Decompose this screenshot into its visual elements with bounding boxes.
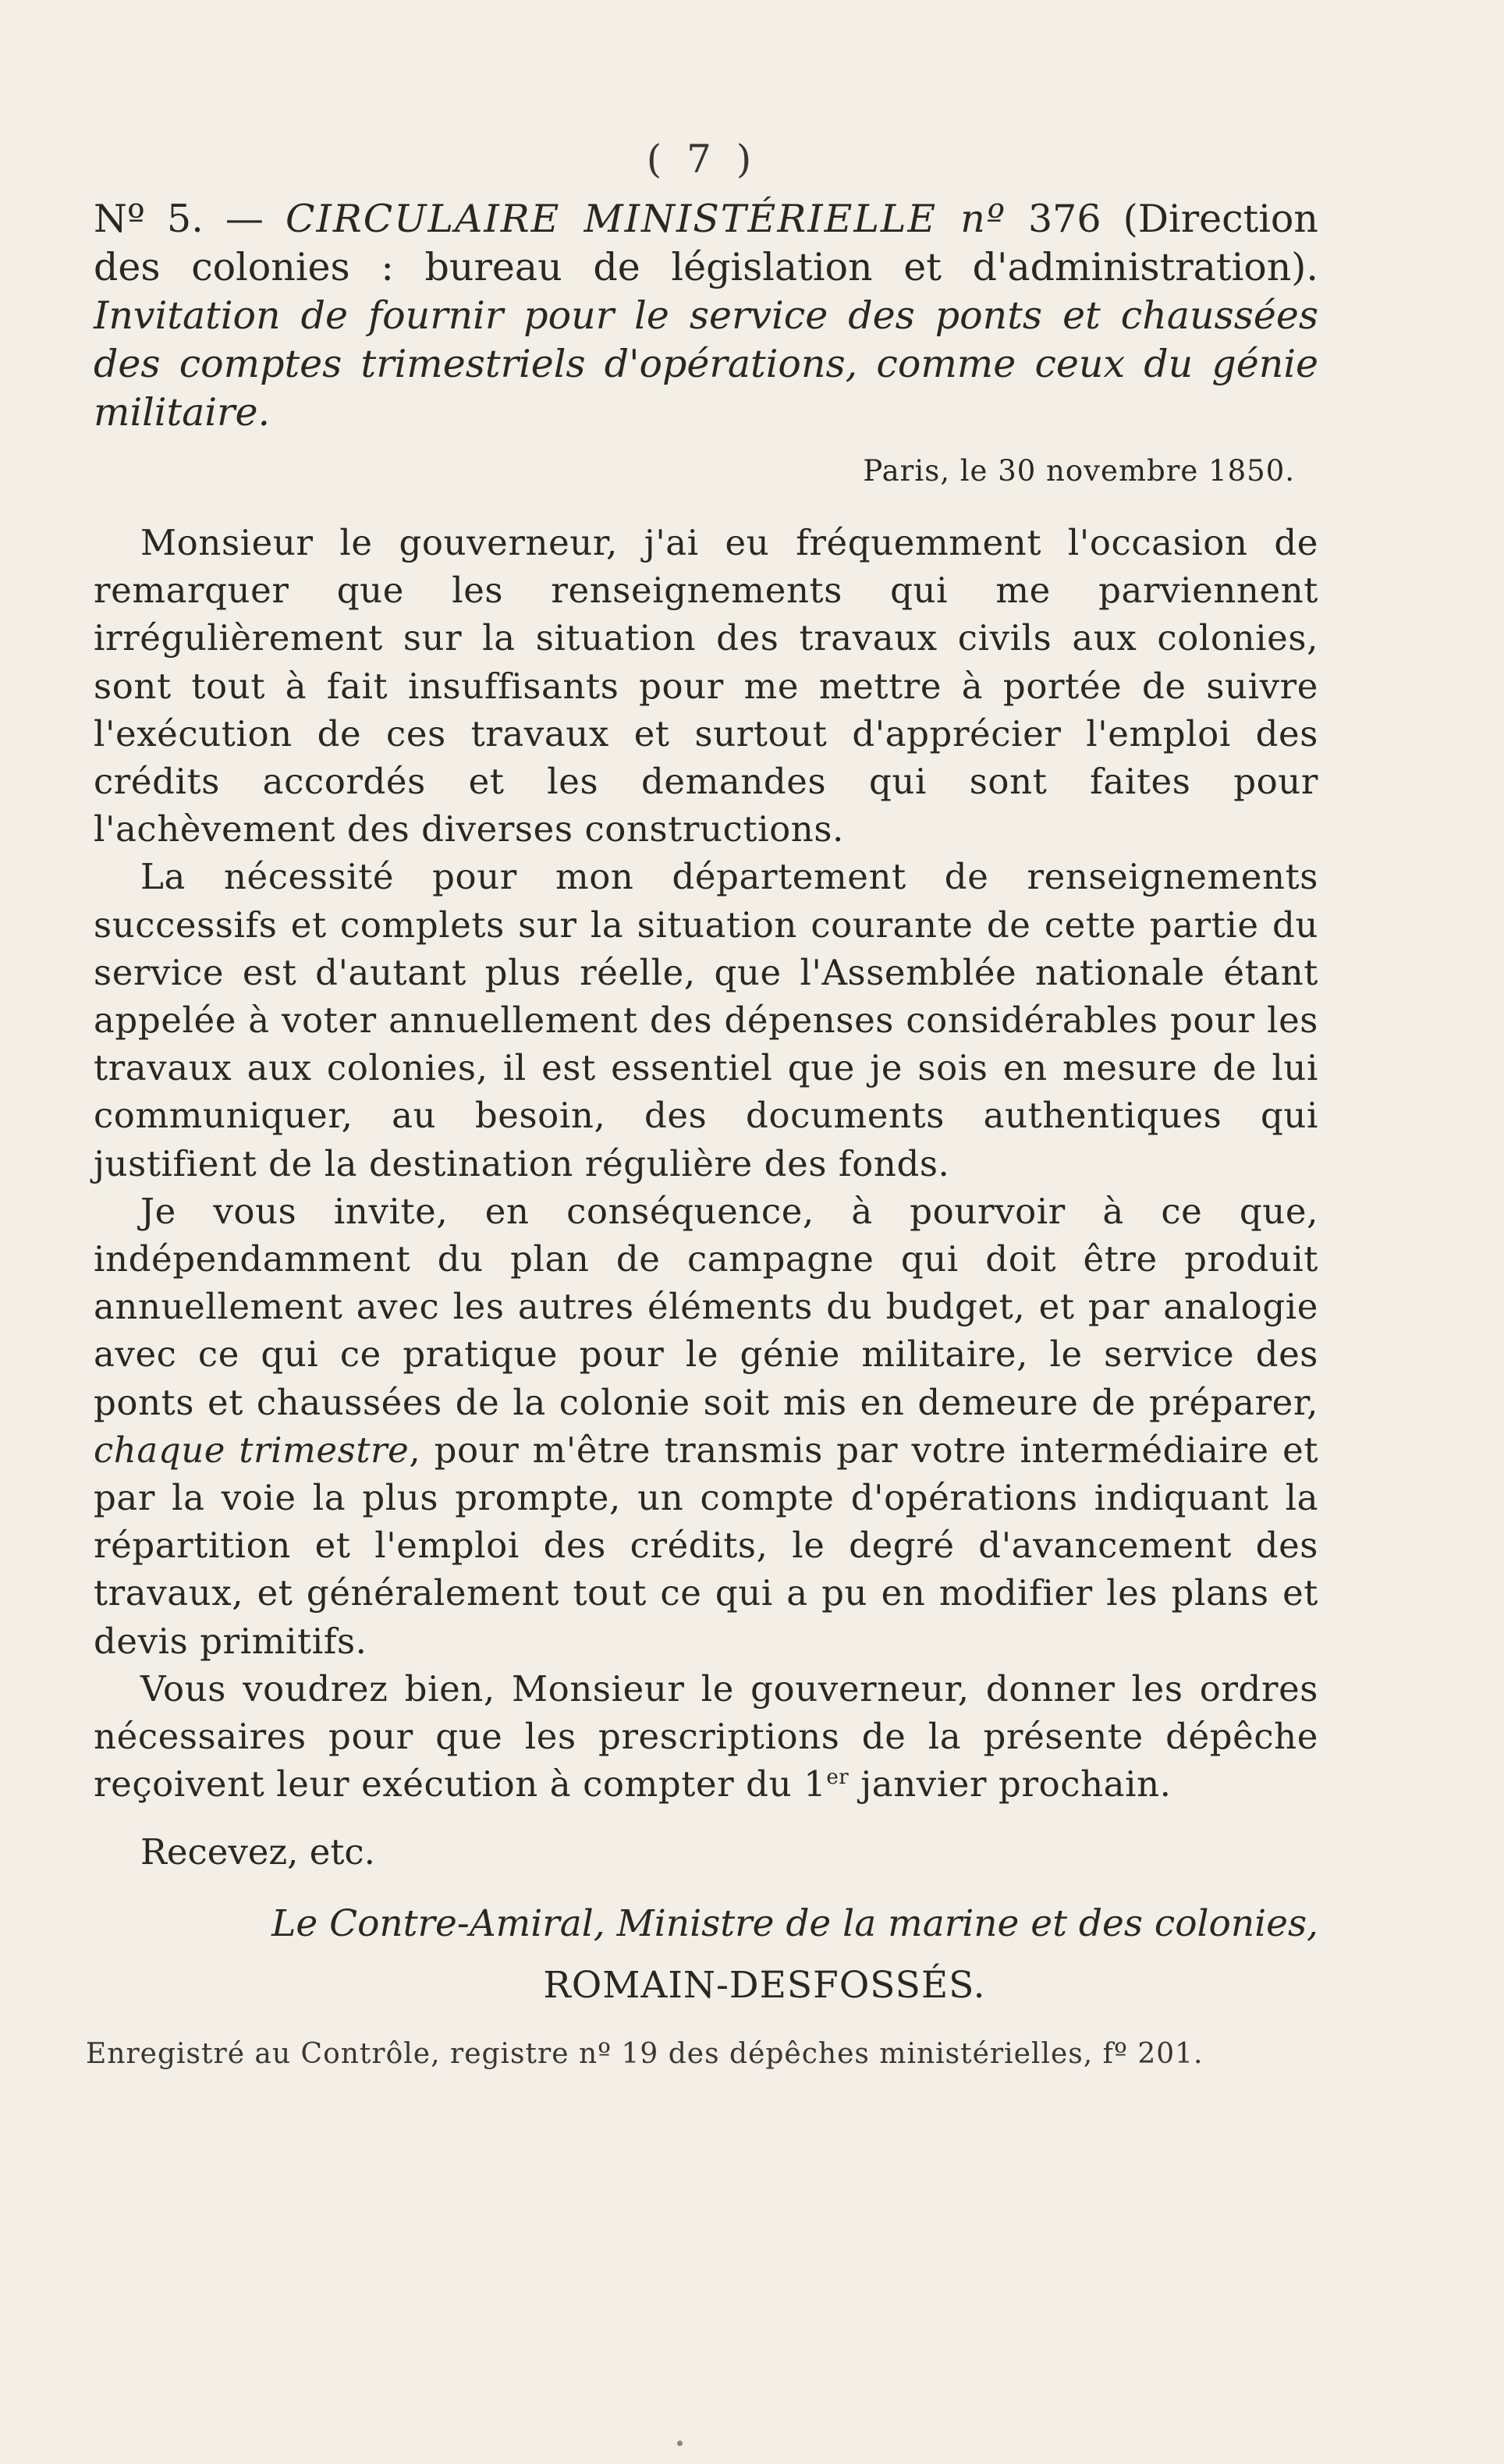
signer-name: ROMAIN-DESFOSSÉS. [543,1964,986,2008]
circular-heading [94,195,1318,437]
page-number: ( 7 ) [646,137,758,182]
paragraph-1: Monsieur le gouverneur, j'ai eu fréquemment l'occasion de remarquer que les renseignements qui me parviennent irrégulièrement sur la situation des travaux civils aux colonies, sont tout à fait insuffisants pour me mettre à portée de suivre l'exécution de ces travaux et surtout d'apprécier l'emploi des crédits accordés et les demandes qui sont faites pour l'achèvement des diverses constructions. [94,522,1318,850]
paragraph-3-part-a: Je vous invite, en conséquence, à pourvoir à ce que, indépendamment du plan de campagne qui doit être produit annuellement avec les autres éléments du budget, et par analogie avec ce qui ce pratique pour le génie militaire, le service des ponts et chaussées de la colonie soit mis en demeure de préparer, [94,1190,1318,1423]
paragraph-2: La nécessité pour mon département de renseignements successifs et complets sur la situation courante de cette partie du service est d'autant plus réelle, que l'Assemblée nationale étant appelée à voter annuellement des dépenses considérables pour les travaux aux colonies, il est essentiel que je sois en mesure de lui communiquer, au besoin, des documents authentiques qui justifient de la destination régulière des fonds. [94,856,1318,1184]
circular-subject: Invitation de fournir pour le service des ponts et chaussées des comptes trimestriels d'opérations, comme ceux du génie militaire. [94,293,1318,435]
paragraph-4-superscript: er [826,1766,850,1790]
paragraph-3 [94,1188,1318,1665]
paragraph-3-part-b: , pour m'être transmis par votre intermédiaire et par la voie la plus prompte, un compte d'opérations indiquant la répartition et l'emploi des crédits, le degré d'avancement des travaux, et généralement tout ce qui a pu en modifier les plans et devis primitifs. [94,1429,1319,1662]
document-body [86,195,1319,2071]
circular-title: CIRCULAIRE MINISTÉRIELLE nº [285,197,1006,241]
circular-number: Nº 5. — [94,197,286,241]
closing-formula: Recevez, etc. [140,1831,375,1873]
paper-speck [677,2441,683,2446]
circular-reference: 376 (Direction des colonies : bureau de législation et d'administration). [94,197,1318,289]
registration-note: Enregistré au Contrôle, registre nº 19 des dépêches ministérielles, fº 201. [86,2038,1204,2071]
paragraph-3-emphasis: chaque trimestre [94,1429,410,1471]
signature-title: Le Contre-Amiral, Ministre de la marine et des colonies, [271,1902,1318,1946]
paragraph-4 [94,1665,1318,1809]
dateline: Paris, le 30 novembre 1850. [863,454,1295,488]
paragraph-4-part-a: Vous voudrez bien, Monsieur le gouverneur, donner les ordres nécessaires pour que les prescriptions de la présente dépêche reçoivent leur exécution à compter du 1 [94,1667,1318,1805]
paragraph-4-part-b: janvier prochain. [849,1763,1172,1805]
